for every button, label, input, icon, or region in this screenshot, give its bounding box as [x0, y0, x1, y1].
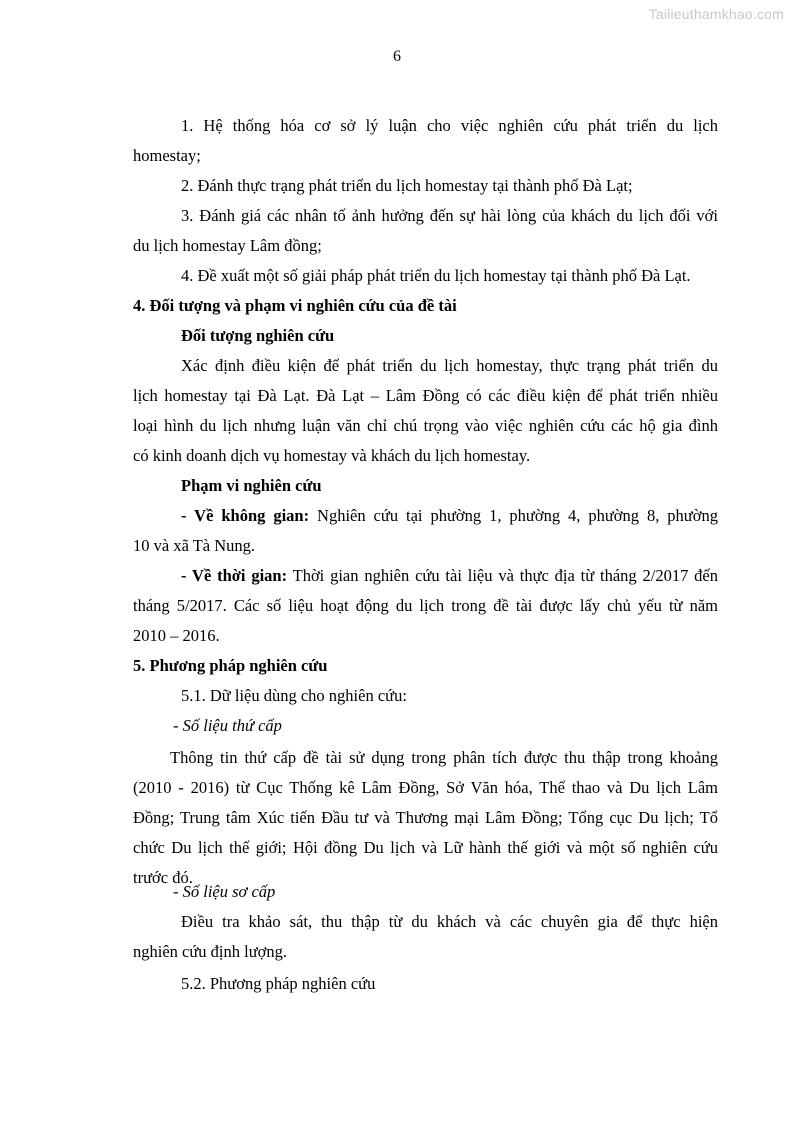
subject-line-3: loại hình du lịch nhưng luận văn chỉ chú trọng vào việc nghiên cứu các hộ gia đình — [133, 416, 718, 435]
secondary-line-1: Thông tin thứ cấp đề tài sử dụng trong phân tích được thu thập trong khoảng — [170, 748, 718, 767]
secondary-line-5: trước đó. — [133, 868, 193, 887]
space-label: - Về không gian: — [181, 506, 310, 525]
objective-3-line-2: du lịch homestay Lâm đồng; — [133, 236, 322, 255]
scope-space-line-2: 10 và xã Tà Nung. — [133, 536, 256, 555]
objective-2: 2. Đánh thực trạng phát triển du lịch homestay tại thành phố Đà Lạt; — [181, 176, 633, 195]
secondary-line-4: chức Du lịch thế giới; Hội đồng Du lịch và Lữ hành thế giới và một số nghiên cứu — [133, 838, 718, 857]
space-text: Nghiên cứu tại phường 1, phường 4, phường 8, phường — [309, 506, 718, 525]
scope-heading: Phạm vi nghiên cứu — [181, 476, 322, 495]
watermark: Tailieuthamkhao.com — [648, 6, 784, 22]
primary-line-1: Điều tra khảo sát, thu thập từ du khách và các chuyên gia để thực hiện — [181, 912, 718, 931]
scope-time-line-2: tháng 5/2017. Các số liệu hoạt động du lịch trong đề tài được lấy chủ yếu từ năm — [133, 596, 718, 615]
subject-line-4: có kinh doanh dịch vụ homestay và khách du lịch homestay. — [133, 446, 531, 465]
secondary-line-2: (2010 - 2016) từ Cục Thống kê Lâm Đồng, Sở Văn hóa, Thể thao và Du lịch Lâm — [133, 778, 718, 797]
objective-1-line-2: homestay; — [133, 146, 201, 165]
secondary-data-label: - Số liệu thứ cấp — [173, 716, 282, 735]
objective-1-line-1: 1. Hệ thống hóa cơ sở lý luận cho việc nghiên cứu phát triển du lịch — [181, 116, 718, 135]
subsection-5-2: 5.2. Phương pháp nghiên cứu — [181, 974, 376, 993]
section-5-heading: 5. Phương pháp nghiên cứu — [133, 656, 328, 675]
section-4-heading: 4. Đối tượng và phạm vi nghiên cứu của đề tài — [133, 296, 457, 315]
scope-time-line-1 — [133, 566, 718, 586]
scope-time-line-3: 2010 – 2016. — [133, 626, 220, 645]
subject-line-2: lịch homestay tại Đà Lạt. Đà Lạt – Lâm Đồng có các điều kiện để phát triển nhiều — [133, 386, 718, 405]
primary-line-2: nghiên cứu định lượng. — [133, 942, 288, 961]
time-text: Thời gian nghiên cứu tài liệu và thực địa từ tháng 2/2017 đến — [287, 566, 718, 585]
secondary-line-3: Đồng; Trung tâm Xúc tiến Đầu tư và Thương mại Lâm Đồng; Tổng cục Du lịch; Tổ — [133, 808, 718, 827]
page-number: 6 — [393, 48, 401, 65]
objective-3-line-1: 3. Đánh giá các nhân tố ảnh hưởng đến sự hài lòng của khách du lịch đối với — [181, 206, 718, 225]
scope-space-line-1 — [133, 506, 718, 526]
time-label: - Về thời gian: — [181, 566, 288, 585]
subject-line-1: Xác định điều kiện để phát triển du lịch homestay, thực trạng phát triển du — [181, 356, 718, 375]
subject-heading: Đối tượng nghiên cứu — [181, 326, 335, 345]
primary-data-label: - Số liệu sơ cấp — [173, 882, 276, 901]
subsection-5-1: 5.1. Dữ liệu dùng cho nghiên cứu: — [181, 686, 407, 705]
objective-4: 4. Đề xuất một số giải pháp phát triển du lịch homestay tại thành phố Đà Lạt. — [181, 266, 691, 285]
